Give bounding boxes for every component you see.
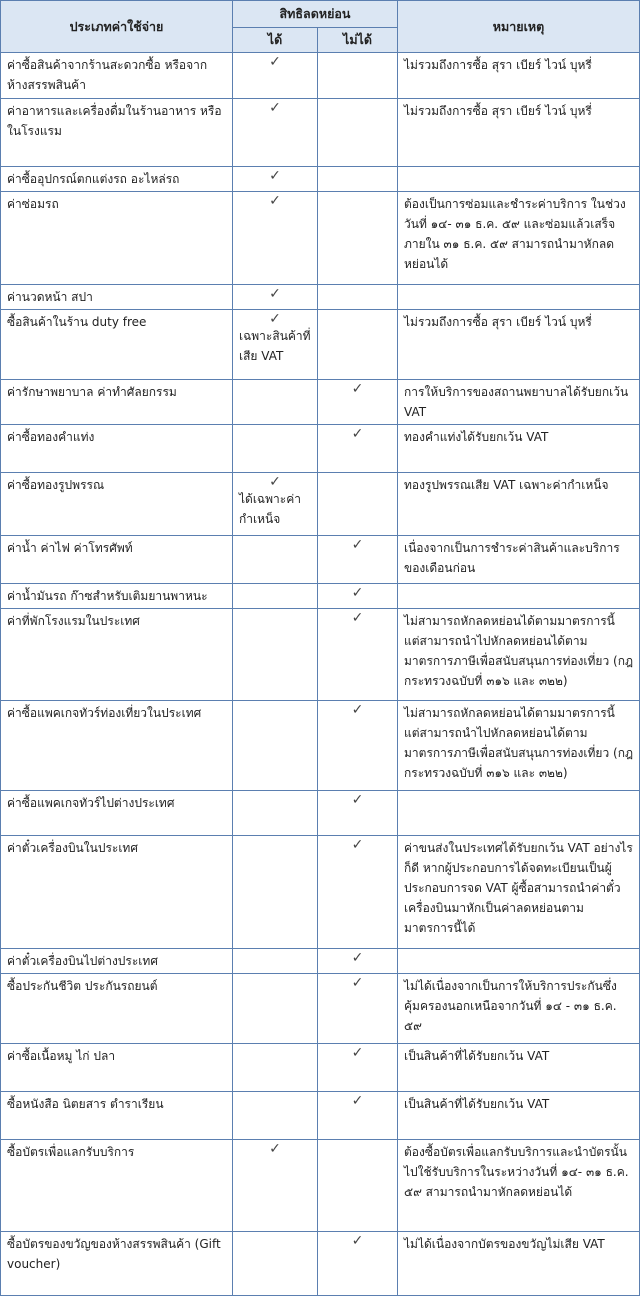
note-cell (398, 584, 640, 609)
table-row (1, 310, 640, 380)
note-cell: เป็นสินค้าที่ได้รับยกเว้น VAT (398, 1044, 640, 1092)
note-cell: ไม่สามารถหักลดหย่อนได้ตามมาตรการนี้ แต่สามารถนำไปหักลดหย่อนได้ตามมาตรการภาษีเพื่อสนับสนุนการท่องเที่ยว (กฎกระทรวงฉบับที่ ๓๑๖ และ ๓๒๒) (398, 609, 640, 701)
cannot-cell (318, 1092, 398, 1140)
cannot-cell (318, 425, 398, 473)
note-cell: การให้บริการของสถานพยาบาลได้รับยกเว้น VAT (398, 380, 640, 425)
check-mark-icon: ✓ (351, 975, 364, 991)
expense-type: ค่าตั๋วเครื่องบินในประเทศ (1, 836, 233, 949)
header-rights: สิทธิลดหย่อน (233, 1, 398, 28)
table-row (1, 192, 640, 285)
check-mark-icon: ✓ (269, 193, 281, 209)
table-row (1, 609, 640, 701)
note-cell: ไม่รวมถึงการซื้อ สุรา เบียร์ ไวน์ บุหรี่ (398, 99, 640, 167)
can-cell (233, 167, 318, 192)
can-cell (233, 53, 318, 99)
header-row (1, 1, 640, 28)
cannot-cell (318, 974, 398, 1044)
expense-type: ซื้อประกันชีวิต ประกันรถยนต์ (1, 974, 233, 1044)
expense-type: ค่าซื้อเนื้อหมู ไก่ ปลา (1, 1044, 233, 1092)
table-row (1, 425, 640, 473)
can-cell (233, 285, 318, 310)
can-cell (233, 380, 318, 425)
table-row (1, 1092, 640, 1140)
check-mark-icon: ✓ (351, 792, 364, 808)
can-cell (233, 192, 318, 285)
check-mark-icon: ✓ (269, 54, 281, 70)
table-row (1, 974, 640, 1044)
cannot-cell (318, 1044, 398, 1092)
note-cell (398, 791, 640, 836)
note-cell: ไม่ได้เนื่องจากบัตรของขวัญไม่เสีย VAT (398, 1232, 640, 1296)
note-cell (398, 285, 640, 310)
header-can: ได้ (233, 28, 318, 53)
expense-type: ซื้อบัตรเพื่อแลกรับบริการ (1, 1140, 233, 1232)
cannot-cell (318, 285, 398, 310)
check-mark-icon: ✓ (269, 1141, 281, 1157)
can-cell (233, 473, 318, 536)
check-mark-icon: ✓ (351, 381, 364, 397)
table-row (1, 380, 640, 425)
can-cell (233, 310, 318, 380)
expense-type: ค่าซ่อมรถ (1, 192, 233, 285)
cannot-cell (318, 99, 398, 167)
check-mark-icon: ✓ (269, 286, 281, 302)
check-mark-icon: ✓ (351, 1093, 364, 1109)
expense-type: ค่าอาหารและเครื่องดื่มในร้านอาหาร หรือในโรงแรม (1, 99, 233, 167)
expense-type: ค่าซื้ออุปกรณ์ตกแต่งรถ อะไหล่รถ (1, 167, 233, 192)
cannot-cell (318, 192, 398, 285)
table-row (1, 167, 640, 192)
note-cell: ไม่รวมถึงการซื้อ สุรา เบียร์ ไวน์ บุหรี่ (398, 53, 640, 99)
expense-type: ค่านวดหน้า สปา (1, 285, 233, 310)
header-note: หมายเหตุ (398, 1, 640, 53)
cannot-cell (318, 380, 398, 425)
note-cell: ไม่รวมถึงการซื้อ สุรา เบียร์ ไวน์ บุหรี่ (398, 310, 640, 380)
check-mark-icon: ✓ (269, 168, 281, 184)
cannot-cell (318, 1232, 398, 1296)
can-cell (233, 536, 318, 584)
note-cell (398, 167, 640, 192)
can-cell (233, 701, 318, 791)
table-row (1, 1140, 640, 1232)
note-cell: ไม่ได้เนื่องจากเป็นการให้บริการประกันซึ่งคุ้มครองนอกเหนือจากวันที่ ๑๔ - ๓๑ ธ.ค. ๕๙ (398, 974, 640, 1044)
cannot-cell (318, 310, 398, 380)
expense-type: ค่ารักษาพยาบาล ค่าทำศัลยกรรม (1, 380, 233, 425)
can-cell (233, 425, 318, 473)
cannot-cell (318, 167, 398, 192)
check-mark-icon: ✓ (351, 585, 364, 601)
expense-type: ค่าที่พักโรงแรมในประเทศ (1, 609, 233, 701)
can-cell (233, 584, 318, 609)
expense-type: ค่าตั๋วเครื่องบินไปต่างประเทศ (1, 949, 233, 974)
cannot-cell (318, 584, 398, 609)
table-row (1, 1232, 640, 1296)
cannot-cell (318, 701, 398, 791)
check-mark-icon: ✓ (269, 100, 281, 116)
can-cell (233, 1092, 318, 1140)
can-cell (233, 791, 318, 836)
table-row (1, 99, 640, 167)
header-type: ประเภทค่าใช้จ่าย (1, 1, 233, 53)
can-cell (233, 836, 318, 949)
note-cell: ไม่สามารถหักลดหย่อนได้ตามมาตรการนี้ แต่สามารถนำไปหักลดหย่อนได้ตามมาตรการภาษีเพื่อสนับสนุนการท่องเที่ยว (กฎกระทรวงฉบับที่ ๓๑๖ และ ๓๒๒) (398, 701, 640, 791)
cannot-cell (318, 949, 398, 974)
check-mark-icon: ✓ (351, 426, 364, 442)
check-mark-icon: ✓ (351, 837, 364, 853)
cannot-cell (318, 473, 398, 536)
table-row (1, 584, 640, 609)
table-row (1, 53, 640, 99)
table-row (1, 473, 640, 536)
check-mark-icon: ✓ (269, 311, 281, 327)
expense-type: ค่าน้ำ ค่าไฟ ค่าโทรศัพท์ (1, 536, 233, 584)
can-cell (233, 974, 318, 1044)
cannot-cell (318, 836, 398, 949)
header-cannot: ไม่ได้ (318, 28, 398, 53)
can-condition: เฉพาะสินค้าที่เสีย VAT (239, 329, 311, 363)
cannot-cell (318, 1140, 398, 1232)
can-cell (233, 609, 318, 701)
expense-type: ค่าซื้อแพคเกจทัวร์ท่องเที่ยวในประเทศ (1, 701, 233, 791)
note-cell: เนื่องจากเป็นการชำระค่าสินค้าและบริการของเดือนก่อน (398, 536, 640, 584)
check-mark-icon: ✓ (351, 702, 364, 718)
check-mark-icon: ✓ (269, 474, 281, 490)
note-cell (398, 949, 640, 974)
table-row (1, 285, 640, 310)
table-row (1, 791, 640, 836)
can-condition: ได้เฉพาะค่ากำเหน็จ (239, 492, 301, 526)
note-cell: ต้องเป็นการซ่อมและชำระค่าบริการ ในช่วงวันที่ ๑๔- ๓๑ ธ.ค. ๕๙ และซ่อมแล้วเสร็จภายใน ๓๑ ธ.ค. ๕๙ สามารถนำมาหักลดหย่อนได้ (398, 192, 640, 285)
check-mark-icon: ✓ (351, 950, 364, 966)
expense-type: ค่าซื้อทองคำแท่ง (1, 425, 233, 473)
table-row (1, 836, 640, 949)
expense-type: ค่าน้ำมันรถ ก๊าซสำหรับเติมยานพาหนะ (1, 584, 233, 609)
cannot-cell (318, 791, 398, 836)
check-mark-icon: ✓ (351, 1233, 364, 1249)
note-cell: ต้องซื้อบัตรเพื่อแลกรับบริการและนำบัตรนั้นไปใช้รับบริการในระหว่างวันที่ ๑๔- ๓๑ ธ.ค. ๕๙ สามารถนำมาหักลดหย่อนได้ (398, 1140, 640, 1232)
cannot-cell (318, 53, 398, 99)
expense-type: ซื้อสินค้าในร้าน duty free (1, 310, 233, 380)
expense-type: ค่าซื้อทองรูปพรรณ (1, 473, 233, 536)
expense-type: ค่าซื้อสินค้าจากร้านสะดวกซื้อ หรือจากห้างสรรพสินค้า (1, 53, 233, 99)
cannot-cell (318, 536, 398, 584)
table-row (1, 1044, 640, 1092)
cannot-cell (318, 609, 398, 701)
table-row (1, 536, 640, 584)
expense-type: ค่าซื้อแพคเกจทัวร์ไปต่างประเทศ (1, 791, 233, 836)
table-row (1, 949, 640, 974)
expense-type: ซื้อหนังสือ นิตยสาร ตำราเรียน (1, 1092, 233, 1140)
can-cell (233, 1232, 318, 1296)
note-cell: เป็นสินค้าที่ได้รับยกเว้น VAT (398, 1092, 640, 1140)
note-cell: ทองคำแท่งได้รับยกเว้น VAT (398, 425, 640, 473)
check-mark-icon: ✓ (351, 537, 364, 553)
can-cell (233, 99, 318, 167)
can-cell (233, 949, 318, 974)
can-cell (233, 1140, 318, 1232)
note-cell: ทองรูปพรรณเสีย VAT เฉพาะค่ากำเหน็จ (398, 473, 640, 536)
check-mark-icon: ✓ (351, 1045, 364, 1061)
table-row (1, 701, 640, 791)
note-cell: ค่าขนส่งในประเทศได้รับยกเว้น VAT อย่างไรก็ดี หากผู้ประกอบการได้จดทะเบียนเป็นผู้ประกอบการจด VAT ผู้ซื้อสามารถนำค่าตั๋วเครื่องบินมาหักเป็นค่าลดหย่อนตามมาตรการนี้ได้ (398, 836, 640, 949)
expense-type: ซื้อบัตรของขวัญของห้างสรรพสินค้า (Gift voucher) (1, 1232, 233, 1296)
check-mark-icon: ✓ (351, 610, 364, 626)
can-cell (233, 1044, 318, 1092)
